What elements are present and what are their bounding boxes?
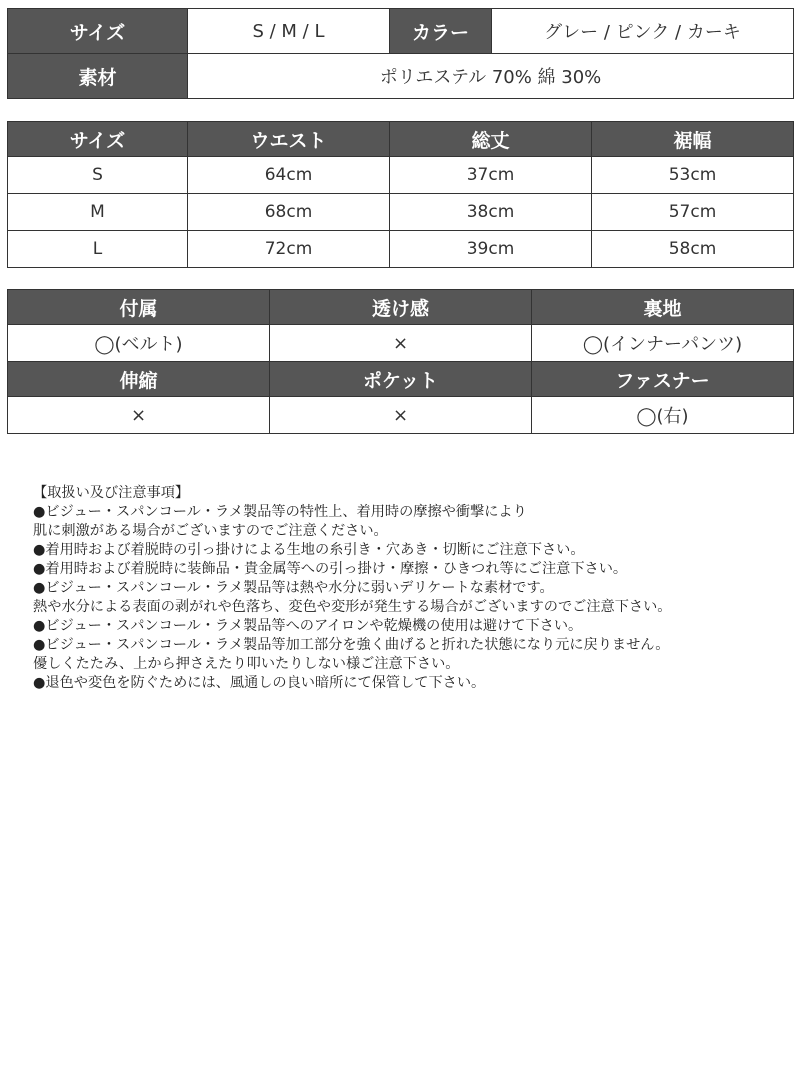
table-row: [8, 194, 794, 231]
column-header-hem-width: 裾幅: [592, 122, 794, 157]
hem-width-cell: 53cm: [592, 157, 794, 194]
notes-heading: 【取扱い及び注意事項】: [33, 485, 190, 501]
care-notes: [33, 484, 793, 693]
spec-row-material: [8, 54, 794, 99]
zipper-value: ◯(右): [532, 397, 794, 434]
waist-cell: 68cm: [188, 194, 390, 231]
column-header-waist: ウエスト: [188, 122, 390, 157]
note-line: 肌に刺激がある場合がございますのでご注意ください。: [33, 523, 388, 539]
lining-value: ◯(インナーパンツ): [532, 325, 794, 362]
color-value: グレー / ピンク / カーキ: [492, 9, 794, 54]
note-line: ●着用時および着脱時に装飾品・貴金属等への引っ掛け・摩擦・ひきつれ等にご注意下さい。: [33, 561, 628, 577]
lining-label: 裏地: [532, 290, 794, 325]
spec-row-size-color: [8, 9, 794, 54]
pocket-value: ×: [270, 397, 532, 434]
length-cell: 38cm: [390, 194, 592, 231]
waist-cell: 64cm: [188, 157, 390, 194]
note-line: ●ビジュー・スパンコール・ラメ製品等は熱や水分に弱いデリケートな素材です。: [33, 580, 554, 596]
column-header-length: 総丈: [390, 122, 592, 157]
size-table-header: [8, 122, 794, 157]
size-label: サイズ: [8, 9, 188, 54]
size-value: S / M / L: [188, 9, 390, 54]
note-line: 優しくたたみ、上から押さえたり叩いたりしない様ご注意下さい。: [33, 656, 460, 672]
note-line: ●着用時および着脱時の引っ掛けによる生地の糸引き・穴あき・切断にご注意下さい。: [33, 542, 585, 558]
stretch-value: ×: [8, 397, 270, 434]
detail-value-row: [8, 397, 794, 434]
sheerness-value: ×: [270, 325, 532, 362]
waist-cell: 72cm: [188, 231, 390, 268]
size-table: [7, 121, 794, 268]
note-line: ●ビジュー・スパンコール・ラメ製品等の特性上、着用時の摩擦や衝撃により: [33, 504, 527, 520]
size-cell: S: [8, 157, 188, 194]
detail-header-row: [8, 362, 794, 397]
column-header-size: サイズ: [8, 122, 188, 157]
zipper-label: ファスナー: [532, 362, 794, 397]
accessory-label: 付属: [8, 290, 270, 325]
note-line: ●退色や変色を防ぐためには、風通しの良い暗所にて保管して下さい。: [33, 675, 486, 691]
detail-value-row: [8, 325, 794, 362]
spec-table: [7, 8, 794, 99]
color-label: カラー: [390, 9, 492, 54]
note-line: ●ビジュー・スパンコール・ラメ製品等加工部分を強く曲げると折れた状態になり元に戻りません。: [33, 637, 670, 653]
pocket-label: ポケット: [270, 362, 532, 397]
sheerness-label: 透け感: [270, 290, 532, 325]
detail-table: [7, 289, 794, 434]
size-cell: M: [8, 194, 188, 231]
table-row: [8, 231, 794, 268]
material-label: 素材: [8, 54, 188, 99]
length-cell: 37cm: [390, 157, 592, 194]
table-row: [8, 157, 794, 194]
size-cell: L: [8, 231, 188, 268]
length-cell: 39cm: [390, 231, 592, 268]
material-value: ポリエステル 70% 綿 30%: [188, 54, 794, 99]
note-line: ●ビジュー・スパンコール・ラメ製品等へのアイロンや乾燥機の使用は避けて下さい。: [33, 618, 583, 634]
stretch-label: 伸縮: [8, 362, 270, 397]
hem-width-cell: 57cm: [592, 194, 794, 231]
note-line: 熱や水分による表面の剥がれや色落ち、変色や変形が発生する場合がございますのでご注意下さい。: [33, 599, 672, 615]
accessory-value: ◯(ベルト): [8, 325, 270, 362]
hem-width-cell: 58cm: [592, 231, 794, 268]
detail-header-row: [8, 290, 794, 325]
